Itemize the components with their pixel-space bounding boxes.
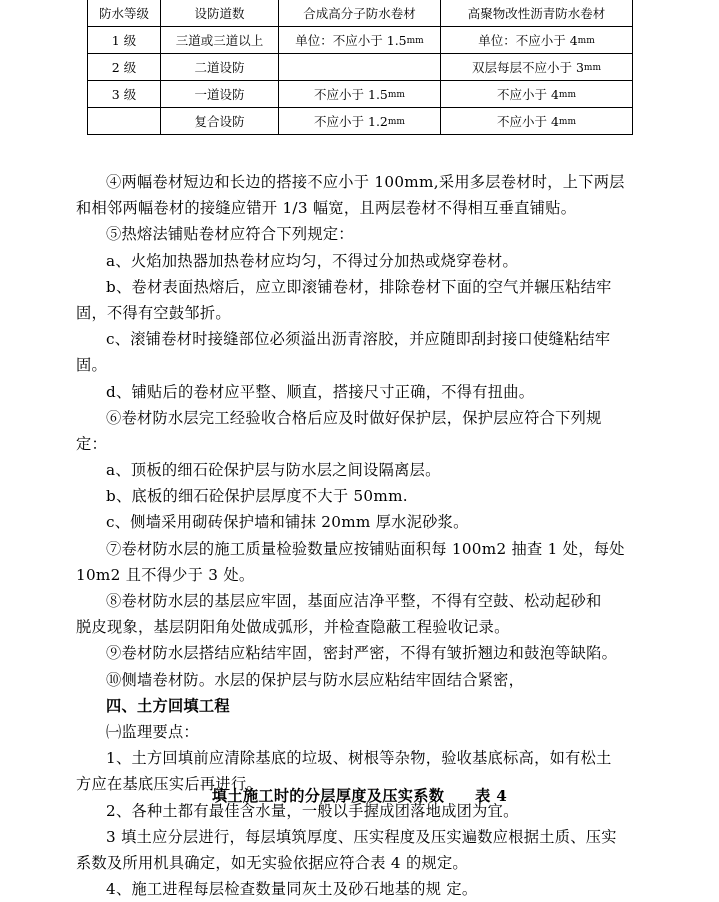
text-line: 1、土方回填前应清除基底的垃圾、树根等杂物，验收基底标高，如有松土 — [106, 749, 612, 768]
table-cell: 3 级 — [88, 81, 161, 108]
table-cell: 不应小于 1.5mm — [279, 81, 441, 108]
table-header-cell: 防水等级 — [88, 0, 161, 27]
table-cell — [88, 108, 161, 135]
table-row — [88, 27, 633, 54]
text-line: 3 填土应分层进行，每层填筑厚度、压实程度及压实遍数应根据土质、压实 — [106, 827, 617, 846]
text-line: ⑧卷材防水层的基层应牢固，基面应洁净平整，不得有空鼓、松动起砂和 — [106, 592, 602, 610]
text-line: 2、各种土都有最佳含水量，一般以手握成团落地成团为宜。 — [106, 801, 519, 820]
table-row — [88, 81, 633, 108]
table-cell: 单位：不应小于 4mm — [441, 27, 633, 54]
text-line: 系数及所用机具确定，如无实验依据应符合表 4 的规定。 — [76, 853, 468, 872]
table-cell: 一道设防 — [161, 81, 279, 108]
table-cell: 单位：不应小于 1.5mm — [279, 27, 441, 54]
text-line: 固，不得有空鼓邹折。 — [76, 303, 231, 322]
table-header-cell: 高聚物改性沥青防水卷材 — [441, 0, 633, 27]
text-line: 脱皮现象，基层阴阳角处做成弧形，并检查隐蔽工程验收记录。 — [76, 618, 510, 637]
table-cell: 三道或三道以上 — [161, 27, 279, 54]
text-line: a、火焰加热器加热卷材应均匀，不得过分加热或烧穿卷材。 — [106, 251, 519, 270]
table-cell — [279, 54, 441, 81]
section-heading: 四、土方回填工程 — [106, 696, 230, 715]
text-line: ⑤热熔法铺贴卷材应符合下列规定： — [106, 225, 354, 244]
table-row — [88, 108, 633, 135]
table-header-row — [88, 0, 633, 27]
text-line: b、卷材表面热熔后，应立即滚铺卷材，排除卷材下面的空气并辗压粘结牢 — [106, 277, 612, 296]
text-line: 定： — [76, 434, 107, 453]
text-line: ④两幅卷材短边和长边的搭接不应小于 100mm,采用多层卷材时，上下两层 — [106, 173, 625, 191]
text-line: 10m2 且不得少于 3 处。 — [76, 565, 255, 584]
text-line: ⑩侧墙卷材防。水层的保护层与防水层应粘结牢固结合紧密， — [106, 670, 525, 689]
text-line: 方应在基底压实后再进行。 — [76, 775, 262, 794]
text-line: c、滚铺卷材时接缝部位必须溢出沥青溶胶，并应随即刮封接口使缝粘结牢 — [106, 330, 611, 349]
text-line: ⑨卷材防水层搭结应粘结牢固，密封严密，不得有皱折翘边和鼓泡等缺陷。 — [106, 644, 618, 663]
table-cell: 复合设防 — [161, 108, 279, 135]
table-cell: 二道设防 — [161, 54, 279, 81]
table-cell: 不应小于 1.2mm — [279, 108, 441, 135]
subsection-heading: ㈠监理要点： — [106, 722, 199, 741]
text-line: 和相邻两幅卷材的接缝应错开 1/3 幅宽，且两层卷材不得相互垂直铺贴。 — [76, 199, 577, 218]
table-caption: 填土施工时的分层厚度及压实系数 表 4 — [211, 787, 508, 805]
text-line: b、底板的细石砼保护层厚度不大于 50mm. — [106, 487, 408, 506]
text-line: 固。 — [76, 356, 107, 375]
table-header-cell: 设防道数 — [161, 0, 279, 27]
text-line: c、侧墙采用砌砖保护墙和铺抹 20mm 厚水泥砂浆。 — [106, 513, 469, 532]
text-line: a、顶板的细石砼保护层与防水层之间设隔离层。 — [106, 461, 441, 480]
text-line: 4、施工进程每层检查数量同灰土及砂石地基的规 定。 — [106, 880, 478, 899]
text-line: ⑦卷材防水层的施工质量检验数量应按铺贴面积每 100m2 抽查 1 处，每处 — [106, 539, 625, 558]
table-cell: 不应小于 4mm — [441, 81, 633, 108]
waterproof-spec-table — [87, 0, 633, 135]
text-line: ⑥卷材防水层完工经验收合格后应及时做好保护层，保护层应符合下列规 — [106, 408, 602, 427]
table-cell: 2 级 — [88, 54, 161, 81]
table-cell: 不应小于 4mm — [441, 108, 633, 135]
table-cell: 双层每层不应小于 3mm — [441, 54, 633, 81]
text-line: d、铺贴后的卷材应平整、顺直，搭接尺寸正确，不得有扭曲。 — [106, 382, 535, 401]
table-cell: 1 级 — [88, 27, 161, 54]
table-header-cell: 合成高分子防水卷材 — [279, 0, 441, 27]
table-row — [88, 54, 633, 81]
